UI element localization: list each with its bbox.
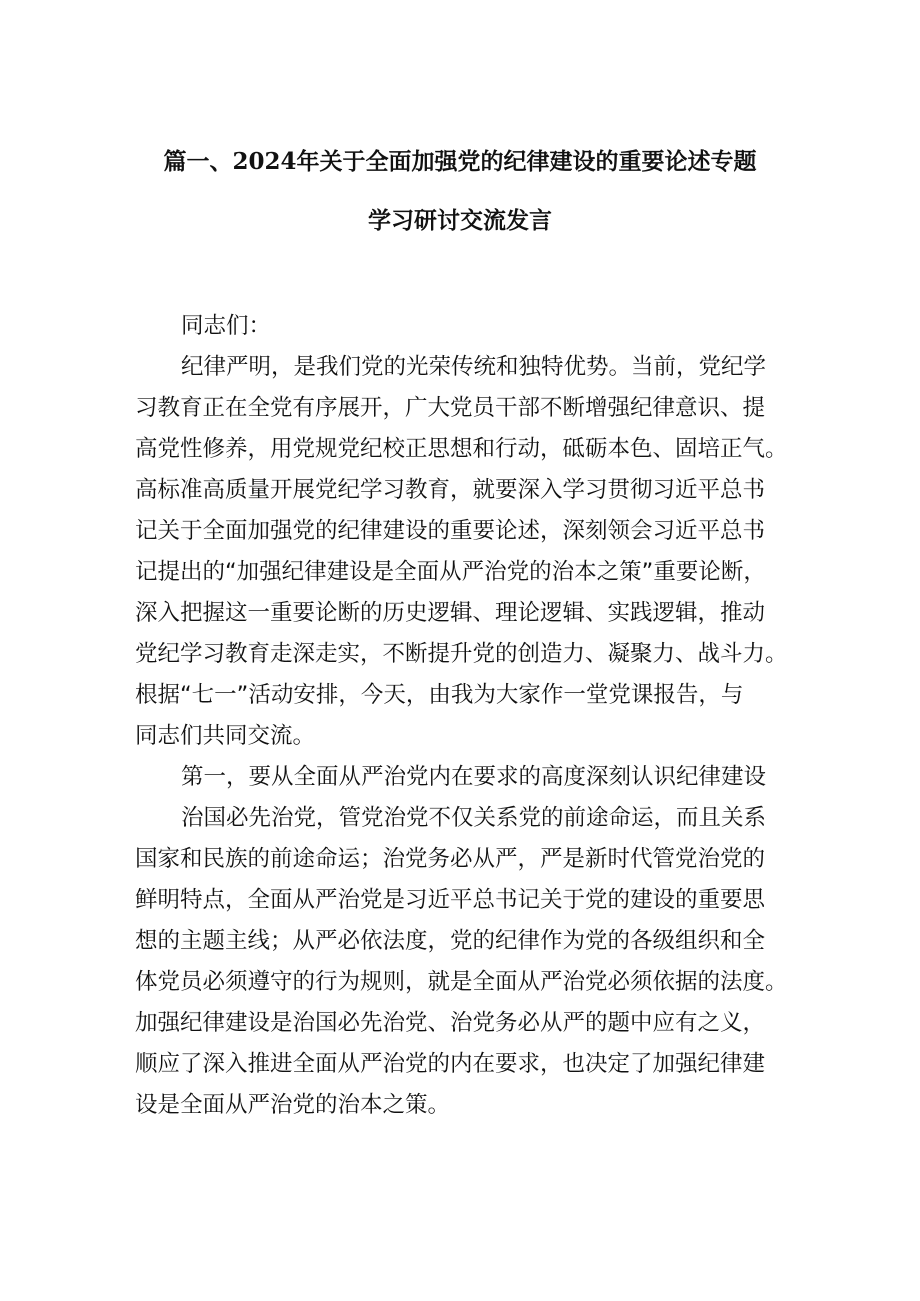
paragraph-line: 鲜明特点，全面从严治党是习近平总书记关于党的建设的重要思 (135, 887, 766, 913)
paragraph-line: 记关于全面加强党的纪律建设的重要论述，深刻领会习近平总书 (135, 518, 766, 544)
paragraph-line: 同志们共同交流。 (135, 723, 316, 749)
document-title-line-1: 篇一、2024年关于全面加强党的纪律建设的重要论述专题 (163, 148, 757, 175)
paragraph-line: 治国必先治党，管党治党不仅关系党的前途命运，而且关系 (181, 805, 767, 831)
paragraph-line: 加强纪律建设是治国必先治党、治党务必从严的题中应有之义， (135, 1010, 766, 1036)
document-body (135, 306, 788, 1126)
paragraph-line: 根据“七一”活动安排，今天，由我为大家作一堂党课报告，与 (135, 682, 744, 708)
salutation: 同志们： (181, 313, 272, 339)
paragraph-line: 党纪学习教育走深走实，不断提升党的创造力、凝聚力、战斗力。 (135, 641, 788, 667)
paragraph-line: 国家和民族的前途命运；治党务必从严，严是新时代管党治党的 (135, 846, 766, 872)
paragraph-line: 高标准高质量开展党纪学习教育，就要深入学习贯彻习近平总书 (135, 477, 766, 503)
paragraph-line: 设是全面从严治党的治本之策。 (135, 1092, 451, 1118)
paragraph-line: 纪律严明，是我们党的光荣传统和独特优势。当前，党纪学 (181, 354, 767, 380)
paragraph-line: 顺应了深入推进全面从严治党的内在要求，也决定了加强纪律建 (135, 1051, 766, 1077)
paragraph-line: 习教育正在全党有序展开，广大党员干部不断增强纪律意识、提 (135, 395, 766, 421)
paragraph-line: 想的主题主线；从严必依法度，党的纪律作为党的各级组织和全 (135, 928, 766, 954)
paragraph-line: 高党性修养，用党规党纪校正思想和行动，砥砺本色、固培正气。 (135, 436, 788, 462)
document-title-line-2: 学习研讨交流发言 (368, 207, 552, 234)
paragraph-line: 体党员必须遵守的行为规则，就是全面从严治党必须依据的法度。 (135, 969, 788, 995)
paragraph-line: 深入把握这一重要论断的历史逻辑、理论逻辑、实践逻辑，推动 (135, 600, 766, 626)
paragraph-line: 记提出的“加强纪律建设是全面从严治党的治本之策”重要论断， (135, 559, 766, 585)
section-heading: 第一，要从全面从严治党内在要求的高度深刻认识纪律建设 (181, 764, 767, 790)
